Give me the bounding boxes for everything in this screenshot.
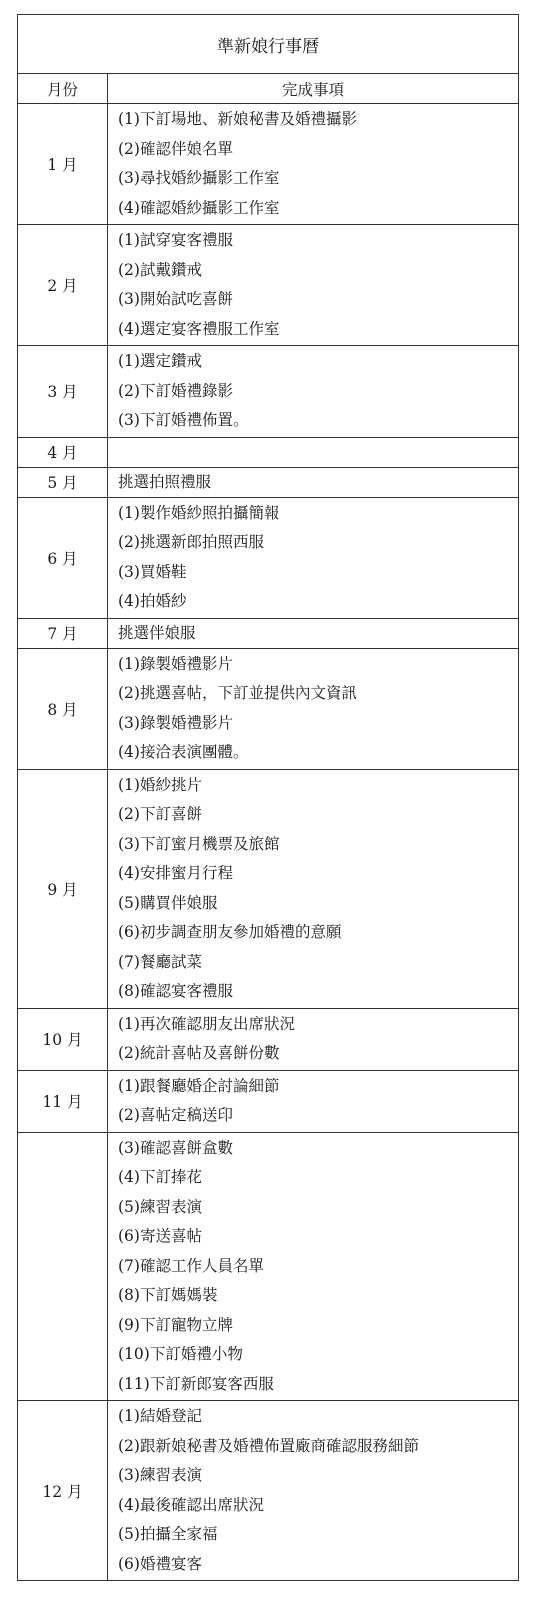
task-item: (4)確認婚紗攝影工作室 <box>118 198 280 217</box>
schedule-rows <box>18 104 519 1581</box>
month-cell: 7 月 <box>18 618 108 648</box>
table-row <box>18 618 519 648</box>
month-cell: 8 月 <box>18 648 108 769</box>
table-row <box>18 467 519 497</box>
table-row <box>18 769 519 1008</box>
tasks-cell <box>108 437 519 467</box>
task-item: (7)確認工作人員名單 <box>118 1256 264 1275</box>
task-item: (5)練習表演 <box>118 1197 202 1216</box>
task-item: (6)婚禮宴客 <box>118 1554 202 1573</box>
task-item: (1)結婚登記 <box>118 1407 202 1425</box>
tasks-cell <box>108 467 519 497</box>
task-item: (5)購買伴娘服 <box>118 893 218 912</box>
month-cell: 2 月 <box>18 225 108 346</box>
task-item: (1)跟餐廳婚企討論細節 <box>118 1076 280 1095</box>
tasks-cell <box>108 1008 519 1070</box>
task-item: (2)試戴鑽戒 <box>118 260 202 279</box>
task-item: (3)開始試吃喜餅 <box>118 290 233 308</box>
task-item: (2)挑選喜帖，下訂並提供內文資訊 <box>118 684 357 702</box>
task-item: (1)製作婚紗照拍攝簡報 <box>118 503 280 522</box>
task-item: (4)最後確認出席狀況 <box>118 1495 264 1514</box>
task-item: (2)統計喜帖及喜餅份數 <box>118 1044 280 1062</box>
tasks-cell <box>108 346 519 438</box>
task-item: (3)尋找婚紗攝影工作室 <box>118 169 280 187</box>
month-cell: 6 月 <box>18 497 108 618</box>
tasks-cell <box>108 1132 519 1401</box>
task-item: 挑選拍照禮服 <box>118 472 212 491</box>
task-item: (4)接洽表演團體。 <box>118 743 249 761</box>
table-row <box>18 497 519 618</box>
tasks-cell <box>108 618 519 648</box>
table-row <box>18 104 519 225</box>
schedule-table <box>17 14 519 1581</box>
task-item: (1)選定鑽戒 <box>118 352 202 370</box>
table-row <box>18 437 519 467</box>
task-item: (2)下訂婚禮錄影 <box>118 381 233 400</box>
task-item: (2)確認伴娘名單 <box>118 139 233 158</box>
tasks-cell <box>108 497 519 618</box>
task-item: (5)拍攝全家福 <box>118 1525 218 1543</box>
month-cell: 3 月 <box>18 346 108 438</box>
table-row <box>18 346 519 438</box>
task-item: (6)初步調查朋友參加婚禮的意願 <box>118 923 342 941</box>
task-item: (3)錄製婚禮影片 <box>118 713 233 732</box>
task-item: (4)安排蜜月行程 <box>118 864 233 882</box>
task-item: (8)確認宴客禮服 <box>118 982 233 1000</box>
task-item: (2)跟新娘秘書及婚禮佈置廠商確認服務細節 <box>118 1436 419 1455</box>
task-item: (3)確認喜餅盒數 <box>118 1138 233 1157</box>
task-item: 挑選伴娘服 <box>118 623 196 642</box>
month-cell: 1 月 <box>18 104 108 225</box>
task-item: (4)選定宴客禮服工作室 <box>118 319 280 338</box>
tasks-cell <box>108 1401 519 1581</box>
task-item: (4)拍婚紗 <box>118 592 187 610</box>
tasks-cell <box>108 769 519 1008</box>
table-row <box>18 1401 519 1581</box>
task-item: (10)下訂婚禮小物 <box>118 1345 243 1363</box>
task-item: (11)下訂新郎宴客西服 <box>118 1374 274 1393</box>
tasks-cell <box>108 1070 519 1132</box>
task-item: (7)餐廳試菜 <box>118 952 202 971</box>
table-row <box>18 648 519 769</box>
task-item: (2)喜帖定稿送印 <box>118 1106 233 1124</box>
table-row <box>18 225 519 346</box>
month-cell: 10 月 <box>18 1008 108 1070</box>
schedule-page <box>17 14 519 1581</box>
task-item: (3)下訂蜜月機票及旅館 <box>118 834 280 853</box>
task-item: (3)下訂婚禮佈置。 <box>118 411 249 429</box>
month-cell: 9 月 <box>18 769 108 1008</box>
table-row <box>18 1008 519 1070</box>
column-header-month: 月份 <box>18 74 108 104</box>
task-item <box>118 439 518 466</box>
tasks-cell <box>108 104 519 225</box>
tasks-cell <box>108 648 519 769</box>
tasks-cell <box>108 225 519 346</box>
column-header-tasks: 完成事項 <box>108 74 519 104</box>
task-item: (3)買婚鞋 <box>118 562 187 581</box>
task-item: (8)下訂媽媽裝 <box>118 1286 218 1304</box>
task-item: (2)下訂喜餅 <box>118 805 202 823</box>
task-item: (6)寄送喜帖 <box>118 1227 202 1245</box>
table-row <box>18 1132 519 1401</box>
month-cell: 5 月 <box>18 467 108 497</box>
task-item: (1)下訂場地、新娘秘書及婚禮攝影 <box>118 110 357 128</box>
task-item: (3)練習表演 <box>118 1466 202 1484</box>
month-cell <box>18 1132 108 1401</box>
task-item: (1)試穿宴客禮服 <box>118 231 233 249</box>
task-item: (4)下訂捧花 <box>118 1168 202 1186</box>
table-row <box>18 1070 519 1132</box>
task-item: (1)錄製婚禮影片 <box>118 654 233 673</box>
task-item: (1)婚紗挑片 <box>118 775 202 794</box>
month-cell: 11 月 <box>18 1070 108 1132</box>
month-cell: 12 月 <box>18 1401 108 1581</box>
task-item: (2)挑選新郎拍照西服 <box>118 533 264 551</box>
page-title: 準新娘行事曆 <box>18 15 519 74</box>
task-item: (1)再次確認朋友出席狀況 <box>118 1014 295 1033</box>
month-cell: 4 月 <box>18 437 108 467</box>
task-item: (9)下訂寵物立牌 <box>118 1315 233 1334</box>
